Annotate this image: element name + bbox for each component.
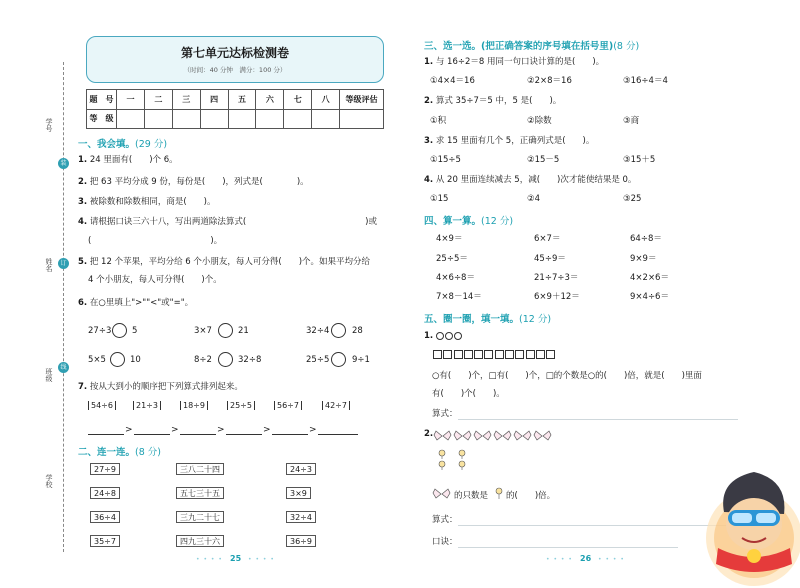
table-cell: 七 xyxy=(284,90,312,110)
question-5: 5. 把 12 个苹果，平均分给 6 个小朋友，每人可分得( )个。如果平均分给 xyxy=(78,257,371,267)
match-left-item[interactable]: 24÷8 xyxy=(90,487,120,499)
choice-option[interactable]: ①15÷5 xyxy=(430,155,461,165)
calc-item[interactable]: 45÷9＝ xyxy=(534,254,566,264)
binding-circle: 装 xyxy=(58,158,69,169)
choice-question-3: 3. 求 15 里面有几个 5，正确列式是( )。 xyxy=(424,136,595,146)
calc-item[interactable]: 4×6÷8＝ xyxy=(436,273,475,283)
compare-expr: 8÷2 xyxy=(194,355,212,365)
butterfly-icon xyxy=(432,488,451,500)
flower-icon xyxy=(494,486,504,500)
verse-label: 口诀： xyxy=(432,537,458,547)
score-cell[interactable] xyxy=(200,109,228,129)
table-cell: 八 xyxy=(312,90,340,110)
choice-question-1: 1. 与 16÷2＝8 用同一句口诀计算的是( )。 xyxy=(424,57,605,67)
mascot-icon xyxy=(688,440,800,588)
section-title: 五、圈一圈，填一填。(12 分) xyxy=(424,314,552,325)
binding-circle: 线 xyxy=(58,362,69,373)
calc-item[interactable]: 4×2×6＝ xyxy=(630,273,669,283)
page-number: 25 xyxy=(230,554,242,563)
fill-text-cont: 有( )个( )。 xyxy=(432,389,505,399)
question-4: 4. 请根据口诀三六十八，写出两道除法算式( )或 xyxy=(78,217,377,227)
square-group xyxy=(433,350,557,362)
compare-circle[interactable] xyxy=(110,352,125,367)
binding-line xyxy=(63,62,64,552)
choice-option[interactable]: ②2×8＝16 xyxy=(527,76,572,86)
verse-line[interactable] xyxy=(458,547,678,548)
score-cell[interactable] xyxy=(340,109,384,129)
school-label: 学校 xyxy=(45,474,53,488)
choice-option[interactable]: ②4 xyxy=(527,194,541,204)
exam-subtitle: （时间：40 分钟 满分：100 分） xyxy=(183,66,287,74)
binding-circle: 订 xyxy=(58,258,69,269)
table-cell: 六 xyxy=(256,90,284,110)
compare-expr: 5×5 xyxy=(88,355,106,365)
order-item: 21÷3 xyxy=(133,401,161,410)
page-dots: • • • • xyxy=(196,556,223,563)
section-title: 四、算一算。(12 分) xyxy=(424,216,514,227)
table-cell: 五 xyxy=(228,90,256,110)
section-title: 三、选一选。(把正确答案的序号填在括号里)(8 分) xyxy=(424,41,640,52)
choice-option[interactable]: ③16÷4＝4 xyxy=(623,76,668,86)
choice-option[interactable]: ②除数 xyxy=(527,116,552,126)
choice-option[interactable]: ①积 xyxy=(430,116,447,126)
formula-label: 算式： xyxy=(432,515,458,525)
compare-circle[interactable] xyxy=(331,352,346,367)
choice-question-4: 4. 从 20 里面连续减去 5，减( )次才能使结果是 0。 xyxy=(424,175,637,185)
problem-2-number: 2. xyxy=(424,429,434,439)
match-mid-item[interactable]: 四九三十六 xyxy=(176,535,224,547)
page-dots: • • • • xyxy=(546,556,573,563)
calc-item[interactable]: 21÷7÷3＝ xyxy=(534,273,579,283)
match-left-item[interactable]: 35÷7 xyxy=(90,535,120,547)
compare-expr: 28 xyxy=(352,326,363,336)
match-right-item[interactable]: 32÷4 xyxy=(286,511,316,523)
order-item: 25÷5 xyxy=(227,401,255,410)
calc-item[interactable]: 9×4÷6＝ xyxy=(630,292,669,302)
name-label: 姓名 xyxy=(45,258,53,272)
match-left-item[interactable]: 27÷9 xyxy=(90,463,120,475)
table-cell: 二 xyxy=(144,90,172,110)
calc-item[interactable]: 9×9＝ xyxy=(630,254,657,264)
order-item: 42÷7 xyxy=(322,401,350,410)
choice-question-2: 2. 算式 35÷7＝5 中，5 是( )。 xyxy=(424,96,562,106)
choice-option[interactable]: ②15－5 xyxy=(527,155,560,165)
circle-group: 1. xyxy=(424,330,463,342)
compare-expr: 27÷3 xyxy=(88,326,112,336)
order-item: 56÷7 xyxy=(274,401,302,410)
order-item: 18÷9 xyxy=(180,401,208,410)
score-cell[interactable] xyxy=(144,109,172,129)
match-right-item[interactable]: 24÷3 xyxy=(286,463,316,475)
score-cell[interactable] xyxy=(172,109,200,129)
class-label: 班级 xyxy=(45,368,53,382)
score-table xyxy=(86,89,384,129)
calc-item[interactable]: 6×7＝ xyxy=(534,234,561,244)
match-mid-item[interactable]: 三九二十七 xyxy=(176,511,224,523)
table-cell: 等级评估 xyxy=(340,90,384,110)
flower-group xyxy=(436,448,476,472)
exam-header xyxy=(86,36,384,83)
order-item: 54÷6 xyxy=(88,401,116,410)
compare-expr: 25÷5 xyxy=(306,355,330,365)
score-table-row xyxy=(87,90,384,110)
match-right-item[interactable]: 36÷9 xyxy=(286,535,316,547)
formula-label: 算式： xyxy=(432,409,458,419)
compare-circle[interactable] xyxy=(331,323,346,338)
table-cell: 一 xyxy=(117,90,145,110)
table-cell: 四 xyxy=(200,90,228,110)
compare-expr: 32÷4 xyxy=(306,326,330,336)
score-cell[interactable] xyxy=(284,109,312,129)
compare-circle[interactable] xyxy=(218,323,233,338)
score-table-row xyxy=(87,109,384,129)
match-mid-item[interactable]: 三八二十四 xyxy=(176,463,224,475)
page-dots: • • • • xyxy=(598,556,625,563)
calc-item[interactable]: 25÷5＝ xyxy=(436,254,468,264)
formula-line[interactable] xyxy=(458,419,738,420)
calc-item[interactable]: 64÷8＝ xyxy=(630,234,662,244)
butterfly-icon xyxy=(433,430,553,442)
choice-option[interactable]: ①15 xyxy=(430,194,449,204)
calc-item[interactable]: 4×9＝ xyxy=(436,234,463,244)
question-3: 3. 被除数和除数相同，商是( )。 xyxy=(78,197,216,207)
score-cell[interactable] xyxy=(117,109,145,129)
table-cell: 题 号 xyxy=(87,90,117,110)
compare-expr: 3×7 xyxy=(194,326,212,336)
compare-circle[interactable] xyxy=(218,352,233,367)
flower-icon xyxy=(436,448,476,472)
page-dots: • • • • xyxy=(248,556,275,563)
circle-shape xyxy=(454,332,462,340)
question-6: 6. 在○里填上">""<"或"="。 xyxy=(78,298,194,308)
fill-text: ○有( )个，□有( )个，□的个数是○的( )倍，就是( )里面 xyxy=(432,371,702,381)
compare-circle[interactable] xyxy=(112,323,127,338)
score-cell[interactable] xyxy=(228,109,256,129)
question-2: 2. 把 63 平均分成 9 份，每份是( )，列式是( )。 xyxy=(78,177,309,187)
butterfly-row xyxy=(433,430,553,442)
calc-item[interactable]: 7×8－14＝ xyxy=(436,292,482,302)
calc-item[interactable]: 6×9＋12＝ xyxy=(534,292,580,302)
compare-expr: 10 xyxy=(130,355,141,365)
choice-option[interactable]: ③商 xyxy=(623,116,640,126)
compare-expr: 21 xyxy=(238,326,249,336)
circle-shape xyxy=(436,332,444,340)
question-4-cont: ( )。 xyxy=(88,236,223,246)
compare-expr: 32÷8 xyxy=(238,355,262,365)
question-1: 1. 24 里面有( )个 6。 xyxy=(78,155,178,165)
order-answer-line[interactable]: > > > > > xyxy=(88,424,368,436)
question-7: 7. 按从大到小的顺序把下列算式排列起来。 xyxy=(78,382,243,392)
table-cell: 三 xyxy=(172,90,200,110)
mascot-logo xyxy=(688,440,800,588)
question-5-cont: 4 个小朋友，每人可分得( )个。 xyxy=(88,275,222,285)
section-title: 一、我会填。(29 分) xyxy=(78,139,168,150)
choice-option[interactable]: ①4×4＝16 xyxy=(430,76,475,86)
choice-option[interactable]: ③25 xyxy=(623,194,642,204)
exam-title: 第七单元达标检测卷 xyxy=(180,46,289,60)
score-cell[interactable] xyxy=(256,109,284,129)
page-number: 26 xyxy=(580,554,592,563)
comparison-sentence: 的只数是 的( )倍。 xyxy=(432,488,572,502)
circle-shape xyxy=(445,332,453,340)
match-right-item[interactable]: 3×9 xyxy=(286,487,311,499)
match-left-item[interactable]: 36÷4 xyxy=(90,511,120,523)
compare-expr: 9÷1 xyxy=(352,355,370,365)
student-id-label: 学号 xyxy=(45,118,53,132)
match-mid-item[interactable]: 五七三十五 xyxy=(176,487,224,499)
score-cell[interactable] xyxy=(312,109,340,129)
section-title: 二、连一连。(8 分) xyxy=(78,447,161,458)
table-cell: 等 级 xyxy=(87,109,117,129)
choice-option[interactable]: ③15＋5 xyxy=(623,155,656,165)
compare-expr: 5 xyxy=(132,326,138,336)
